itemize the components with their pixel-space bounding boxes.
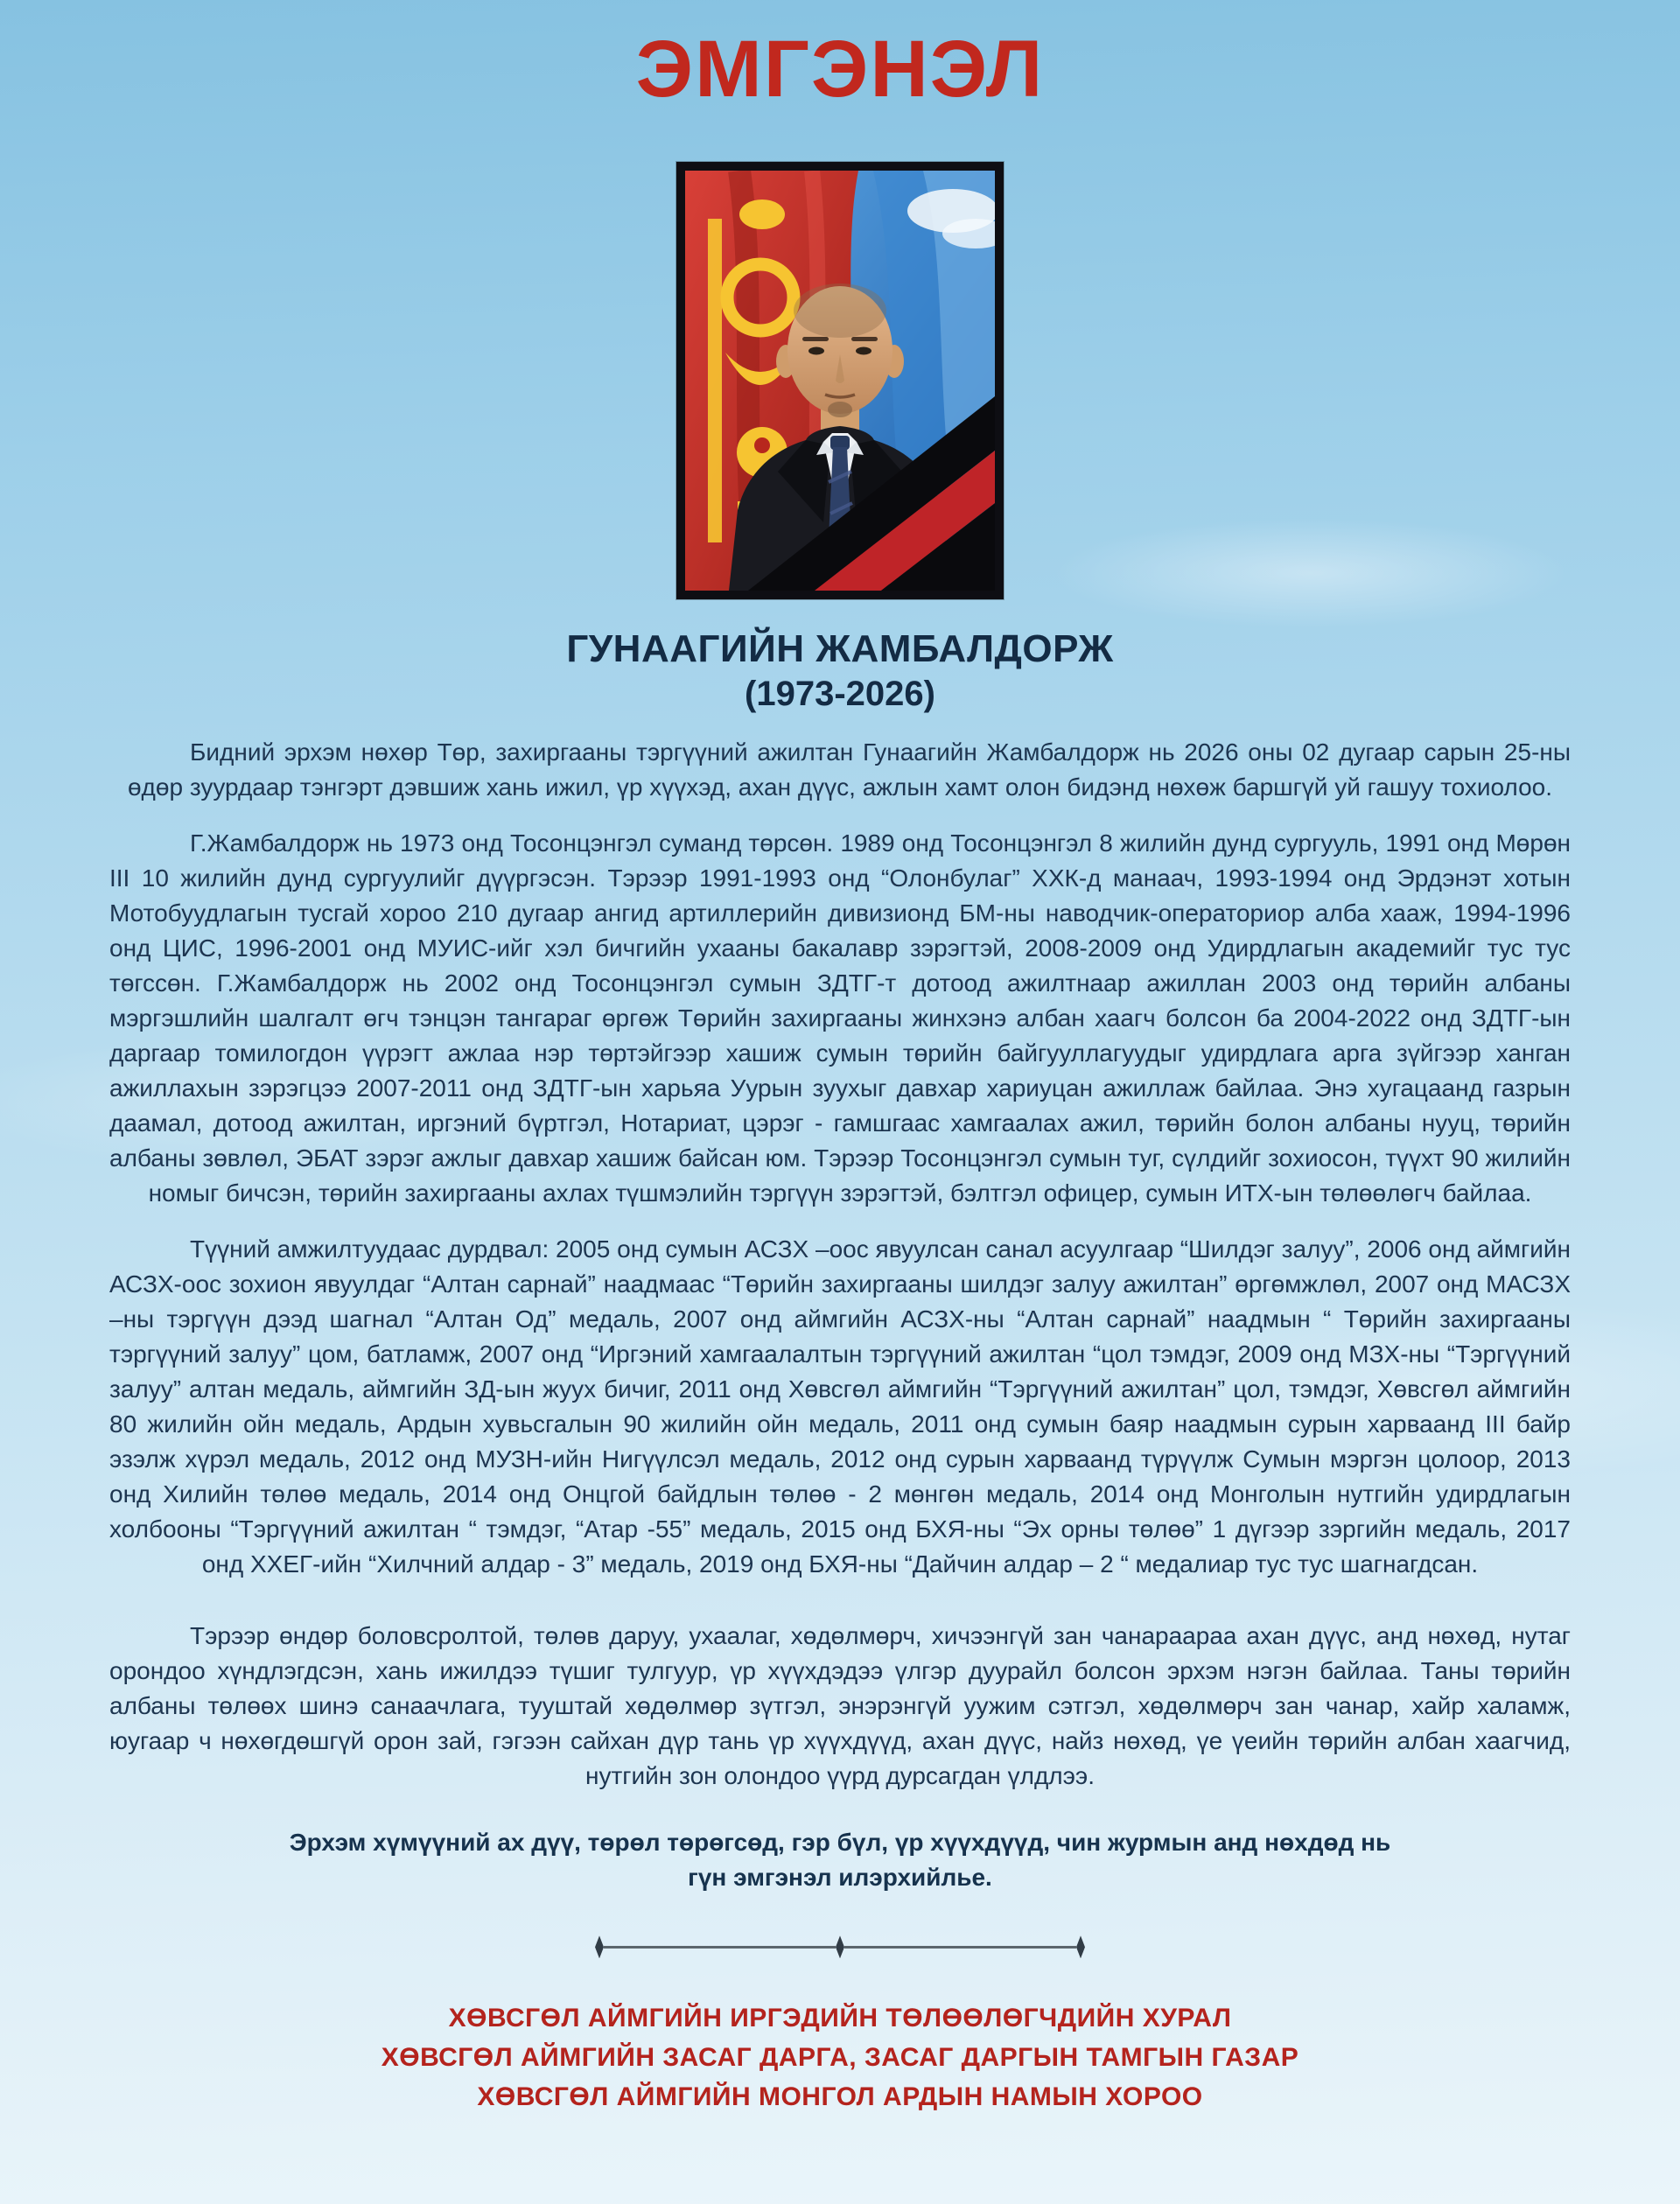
divider-diamond-icon [595, 1935, 604, 1958]
paragraph-tribute: Тэрээр өндөр боловсролтой, төлөв даруу, ухаалаг, хөдөлмөрч, хичээнгүй зан чанараараа ахан дүүс, анд нөхөд, нутаг орондоо хүндлэгдсэн, хань ижилдээ түшиг тулгуур, үр хүүхдэдээ үлгэр дуурайл болсон эрхэм нэгэн байлаа. Таны төрийн албаны төлөөх шинэ санаачлага, тууштай хөдөлмөр зүтгэл, энэрэнгүй уужим сэтгэл, хөдөлмөрч зан чанар, хайр халамж, юугаар ч нөхөгдөшгүй орон зай, гэгээн сайхан дүр тань үр хүүхдүүд, ахан дүүс, найз нөхөд, үе үеийн төрийн албан хаагчид, нутгийн зон олондоо үүрд дурсагдан үлдлээ. [109, 1622, 1571, 1790]
divider [595, 1935, 1085, 1958]
condolence-line-2: гүн эмгэнэл илэрхийлье. [688, 1864, 992, 1892]
organization-line-3: ХӨВСГӨЛ АЙМГИЙН МОНГОЛ АРДЫН НАМЫН ХОРОО [477, 2082, 1203, 2112]
divider-line [604, 1946, 836, 1949]
life-years: (1973-2026) [745, 675, 935, 714]
condolence-statement [109, 1825, 1571, 1895]
paragraph-intro: Бидний эрхэм нөхөр Төр, захиргааны тэргүүний ажилтан Гунаагийн Жамбалдорж нь 2026 оны 02 дугаар сарын 25-ны өдөр зуурдаар тэнгэрт дэвшиж хань ижил, үр хүүхэд, ахан дүүс, ажлын хамт олон бидэнд нөхөж баршгүй уй гашуу тохиолоо. [127, 738, 1571, 801]
organization-line-2: ХӨВСГӨЛ АЙМГИЙН ЗАСАГ ДАРГА, ЗАСАГ ДАРГЫН ТАМГЫН ГАЗАР [381, 2043, 1299, 2073]
condolence-line-1: Эрхэм хүмүүний ах дүү, төрөл төрөгсөд, гэр бүл, үр хүүхдүүд, чин журмын анд нөхдөд нь [289, 1829, 1391, 1857]
portrait-illustration [685, 171, 995, 591]
divider-diamond-icon [1076, 1935, 1085, 1958]
page-title: ЭМГЭНЭЛ [635, 24, 1045, 114]
divider-line [844, 1946, 1076, 1949]
deceased-name: ГУНААГИЙН ЖАМБАЛДОРЖ [566, 627, 1114, 671]
obituary-body [0, 735, 1680, 1895]
organization-line-1: ХӨВСГӨЛ АЙМГИЙН ИРГЭДИЙН ТӨЛӨӨЛӨГЧДИЙН ХУРАЛ [448, 2004, 1232, 2033]
paragraph-awards: Түүний амжилтуудаас дурдвал: 2005 онд сумын АСЗХ –оос явуулсан санал асуулгаар “Шилдэг залуу”, 2006 онд аймгийн АСЗХ-оос зохион явуулдаг “Алтан сарнай” наадмаас “Төрийн захиргааны шилдэг залуу ажилтан” өргөмжлөл, 2007 онд МАСЗХ –ны тэргүүн дээд шагнал “Алтан Од” медаль, 2007 онд аймгийн АСЗХ-ны “Алтан сарнай” наадмын “ Төрийн захиргааны тэргүүний залуу” цом, батламж, 2007 онд “Иргэний хамгаалалтын тэргүүний ажилтан “цол тэмдэг, 2009 онд МЗХ-ны “Тэргүүний залуу” алтан медаль, аймгийн ЗД-ын жуух бичиг, 2011 онд Хөвсгөл аймгийн “Тэргүүний ажилтан” цол, тэмдэг, Хөвсгөл аймгийн 80 жилийн ойн медаль, Ардын хувьсгалын 90 жилийн ойн медаль, 2011 онд сумын баяр наадмын сурын харваанд III байр эзэлж хүрэл медаль, 2012 онд МУЗН-ийн Нигүүлсэл медаль, 2012 онд сурын харваанд түрүүлж Сумын мэргэн цолоор, 2013 онд Хилийн төлөө медаль, 2014 онд Онцгой байдлын төлөө - 2 мөнгөн медаль, 2014 онд Монголын нутгийн удирдлагын холбооны “Тэргүүний ажилтан “ тэмдэг, “Атар -55” медаль, 2015 онд БХЯ-ны “Эх орны төлөө” 1 дүгээр зэргийн медаль, 2017 онд ХХЕГ-ийн “Хилчний алдар - 3” медаль, 2019 онд БХЯ-ны “Дайчин алдар – 2 “ медалиар тус тус шагнагдсан. [109, 1235, 1571, 1578]
portrait-photo [676, 162, 1004, 599]
divider-diamond-icon [836, 1935, 844, 1958]
signing-organizations [0, 1998, 1680, 2117]
paragraph-biography: Г.Жамбалдорж нь 1973 онд Тосонцэнгэл суманд төрсөн. 1989 онд Тосонцэнгэл 8 жилийн дунд сургууль, 1991 онд Мөрөн III 10 жилийн дунд сургуулийг дүүргэсэн. Тэрээр 1991-1993 онд “Олонбулаг” ХХК-д манаач, 1993-1994 онд Эрдэнэт хотын Мотобуудлагын тусгай хороо 210 дугаар ангид артиллерийн дивизионд БМ-ны наводчик-операториор алба хааж, 1994-1996 онд ЦИС, 1996-2001 онд МУИС-ийг хэл бичгийн ухааны бакалавр зэрэгтэй, 2008-2009 онд Удирдлагын академийг тус тус төгссөн. Г.Жамбалдорж нь 2002 онд Тосонцэнгэл сумын ЗДТГ-т дотоод ажилтнаар ажиллан 2003 онд төрийн албаны мэргэшлийн шалгалт өгч тэнцэн тангараг өргөж Төрийн захиргааны жинхэнэ албан хаагч болсон ба 2004-2022 онд ЗДТГ-ын даргаар томилогдон үүрэгт ажлаа нэр төртэйгээр хашиж сумын төрийн байгууллагуудыг удирдлага арга зүйгээр ханган ажиллахын зэрэгцээ 2007-2011 онд ЗДТГ-ын харьяа Уурын зуухыг давхар хариуцан ажиллаж байлаа. Энэ хугацаанд газрын даамал, дотоод ажилтан, иргэний бүртгэл, Нотариат, цэрэг - гамшгаас хамгаалах ажил, төрийн болон албаны нууц, төрийн албаны зөвлөл, ЭБАТ зэрэг ажлыг давхар хашиж байсан юм. Тэрээр Тосонцэнгэл сумын туг, сүлдийг зохиосон, түүхт 90 жилийн номыг бичсэн, төрийн захиргааны ахлах түшмэлийн тэргүүн зэрэгтэй, бэлтгэл офицер, сумын ИТХ-ын төлөөлөгч байлаа. [109, 829, 1571, 1207]
